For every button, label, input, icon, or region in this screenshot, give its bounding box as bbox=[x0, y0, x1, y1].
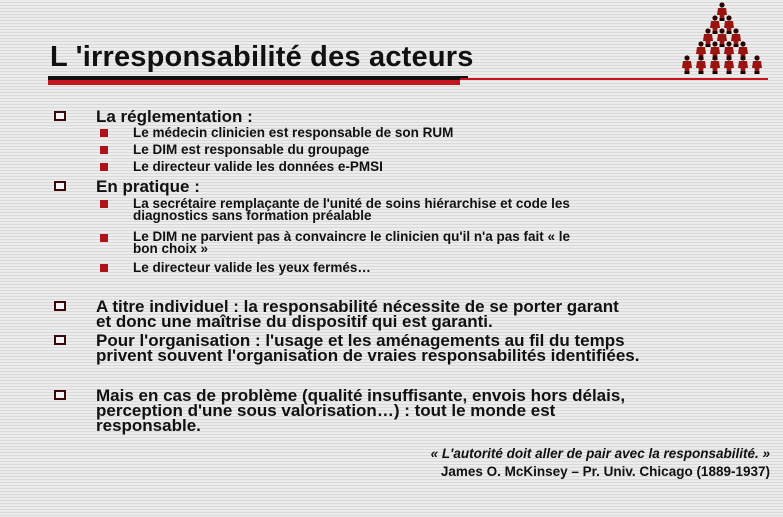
point-line: A titre individuel : la responsabilité nécessite de se porter garant bbox=[96, 297, 619, 316]
list-item-line: La secrétaire remplaçante de l'unité de soins hiérarchise et code les bbox=[133, 196, 570, 211]
people-pyramid-logo bbox=[672, 0, 772, 78]
quote-author: James O. McKinsey – Pr. Univ. Chicago (1889-1937) bbox=[440, 464, 770, 479]
point-line: Pour l'organisation : l'usage et les aménagements au fil du temps bbox=[96, 331, 625, 350]
square-bullet-icon bbox=[100, 146, 108, 154]
square-bullet-icon bbox=[100, 200, 108, 208]
checkbox-bullet-icon bbox=[54, 390, 66, 400]
quote-text: « L'autorité doit aller de pair avec la responsabilité. » bbox=[430, 446, 770, 461]
checkbox-bullet-icon bbox=[54, 181, 66, 191]
list-item: Le directeur valide les yeux fermés… bbox=[133, 260, 371, 275]
list-item-line: diagnostics sans formation préalable bbox=[133, 208, 372, 223]
point-line: privent souvent l'organisation de vraies responsabilités identifiées. bbox=[96, 346, 640, 365]
section-label: En pratique : bbox=[96, 177, 200, 196]
slide-title: L 'irresponsabilité des acteurs bbox=[50, 41, 474, 73]
square-bullet-icon bbox=[100, 129, 108, 137]
checkbox-bullet-icon bbox=[54, 335, 66, 345]
title-underline-red bbox=[48, 80, 460, 85]
square-bullet-icon bbox=[100, 234, 108, 242]
list-item: Le directeur valide les données e-PMSI bbox=[133, 159, 383, 174]
square-bullet-icon bbox=[100, 264, 108, 272]
checkbox-bullet-icon bbox=[54, 301, 66, 311]
square-bullet-icon bbox=[100, 163, 108, 171]
quote-block bbox=[431, 445, 770, 481]
list-item: Le médecin clinicien est responsable de son RUM bbox=[133, 125, 454, 140]
point-line: et donc une maîtrise du dispositif qui est garanti. bbox=[96, 312, 493, 331]
section-label: La réglementation : bbox=[96, 107, 253, 126]
list-item-line: Le DIM ne parvient pas à convaincre le clinicien qu'il n'a pas fait « le bbox=[133, 229, 571, 244]
title-underline-thin bbox=[460, 78, 768, 80]
list-item-line: bon choix » bbox=[133, 241, 209, 256]
point-line: Mais en cas de problème (qualité insuffisante, envois hors délais, bbox=[96, 386, 626, 405]
point-line: perception d'une sous valorisation…) : tout le monde est bbox=[96, 401, 556, 420]
checkbox-bullet-icon bbox=[54, 111, 66, 121]
point-line: responsable. bbox=[96, 416, 201, 435]
list-item: Le DIM est responsable du groupage bbox=[133, 142, 370, 157]
